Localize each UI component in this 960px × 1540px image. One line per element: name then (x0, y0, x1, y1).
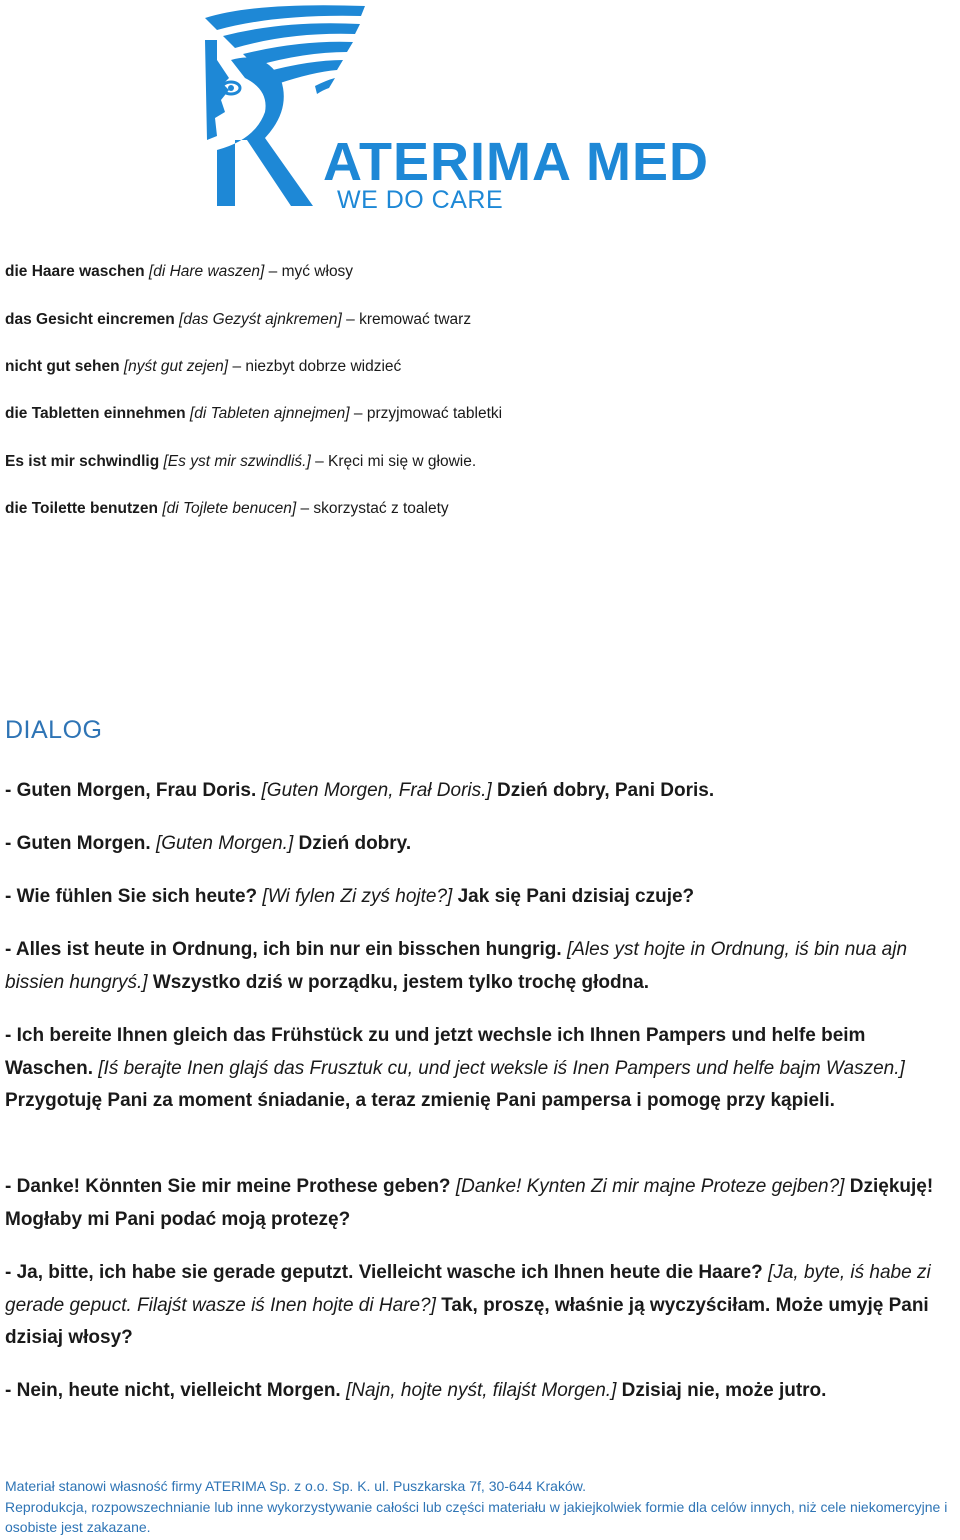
vocab-pl: – przyjmować tabletki (353, 405, 503, 422)
dialog-line (5, 1375, 950, 1408)
vocab-pron: [Es yst mir szwindliś.] (163, 453, 311, 470)
vocab-pl: – Kręci mi się w głowie. (315, 453, 477, 470)
dialog-line (5, 1020, 950, 1118)
vocab-pl: – kremować twarz (346, 311, 472, 328)
dialog-pron: [Guten Morgen.] (155, 833, 294, 854)
aterima-med-logo (195, 0, 775, 215)
dialog-de: - Wie fühlen Sie sich heute? (5, 886, 258, 907)
vocab-line (5, 404, 502, 424)
dialog-pron: [Guten Morgen, Frał Doris.] (261, 780, 492, 801)
dialog-de: - Guten Morgen. (5, 833, 151, 854)
dialog-de: - Ich bereite Ihnen gleich das Frühstück zu und jetzt wechsle ich Ihnen Pampers und helfe beim Waschen. (5, 1025, 866, 1079)
dialog-line (5, 828, 950, 861)
vocab-pron: [di Tojlete benucen] (162, 500, 297, 517)
logo-tagline-text: WE DO CARE (337, 186, 504, 214)
vocab-de: die Tabletten einnehmen (5, 405, 186, 422)
vocab-pl: – skorzystać z toalety (300, 500, 449, 517)
dialog-pron: [Ja, byte, iś habe zi gerade gepuct. Filajśt wasze iś Inen hojte di Hare?] (5, 1262, 931, 1316)
logo-brand-text: ATERIMA MED (323, 132, 709, 192)
dialog-pron: [Najn, hojte nyśt, filajśt Morgen.] (346, 1380, 617, 1401)
vocab-de: das Gesicht eincremen (5, 311, 175, 328)
vocab-line (5, 499, 449, 519)
dialog-pl: Wszystko dziś w porządku, jestem tylko trochę głodna. (152, 971, 650, 993)
dialog-line (5, 934, 950, 999)
dialog-de: - Ja, bitte, ich habe sie gerade geputzt. Vielleicht wasche ich Ihnen heute die Haare? (5, 1262, 763, 1283)
dialog-de: - Guten Morgen, Frau Doris. (5, 780, 257, 801)
vocab-pl: – myć włosy (268, 263, 354, 280)
vocab-line (5, 262, 353, 282)
dialog-pl: Dzień dobry. (298, 833, 412, 854)
dialog-de: - Danke! Könnten Sie mir meine Prothese geben? (5, 1176, 451, 1197)
footer-ownership: Materiał stanowi własność firmy ATERIMA Sp. z o.o. Sp. K. ul. Puszkarska 7f, 30-644 Kraków. (5, 1478, 586, 1494)
vocab-de: die Haare waschen (5, 263, 145, 280)
dialog-pron: [Danke! Kynten Zi mir majne Proteze gejben?] (455, 1176, 845, 1197)
dialog-pron: [Iś berajte Inen glajś das Frusztuk cu, und ject weksle iś Inen Pampers und helfe bajm Waszen.] (98, 1057, 905, 1079)
vocab-de: nicht gut sehen (5, 358, 120, 375)
dialog-line (5, 775, 950, 808)
dialog-pl: Dzisiaj nie, może jutro. (621, 1380, 827, 1401)
footer-copyright: Reprodukcja, rozpowszechnianie lub inne wykorzystywanie całości lub części materiału w jakiejkolwiek formie dla celów innych, niż cele niekomercyjne i osobiste jest zakazane. (5, 1498, 948, 1535)
dialog-pl: Jak się Pani dzisiaj czuje? (457, 886, 695, 907)
vocab-line (5, 357, 401, 377)
dialog-pron: [Ales yst hojte in Ordnung, iś bin nua ajn bissien hungryś.] (5, 939, 908, 993)
dialog-line (5, 1171, 950, 1236)
vocab-pron: [di Hare waszen] (148, 263, 265, 280)
dialog-heading: DIALOG (5, 716, 103, 744)
dialog-line (5, 1257, 950, 1355)
dialog-pron: [Wi fylen Zi zyś hojte?] (262, 886, 453, 907)
dialog-pl: Przygotuję Pani za moment śniadanie, a teraz zmienię Pani pampersa i pomogę przy kąpieli. (5, 1090, 835, 1111)
vocab-pron: [das Gezyśt ajnkremen] (179, 311, 342, 328)
dialog-pl: Tak, proszę, właśnie ją wyczyściłam. Może umyję Pani dzisiaj włosy? (5, 1294, 929, 1348)
vocab-line (5, 452, 476, 472)
footer (5, 1476, 960, 1538)
dialog-de: - Nein, heute nicht, vielleicht Morgen. (5, 1380, 341, 1401)
vocab-line (5, 310, 471, 330)
vocab-pl: – niezbyt dobrze widzieć (232, 358, 402, 375)
dialog-pl: Dziękuję! Mogłaby mi Pani podać moją protezę? (5, 1176, 934, 1230)
dialog-de: - Alles ist heute in Ordnung, ich bin nur ein bisschen hungrig. (5, 939, 562, 960)
dialog-line (5, 881, 950, 914)
vocab-de: die Toilette benutzen (5, 500, 158, 517)
dialog-pl: Dzień dobry, Pani Doris. (497, 780, 715, 801)
vocab-de: Es ist mir schwindlig (5, 453, 160, 470)
vocab-pron: [nyśt gut zejen] (123, 358, 229, 375)
vocab-pron: [di Tableten ajnnejmen] (189, 405, 350, 422)
